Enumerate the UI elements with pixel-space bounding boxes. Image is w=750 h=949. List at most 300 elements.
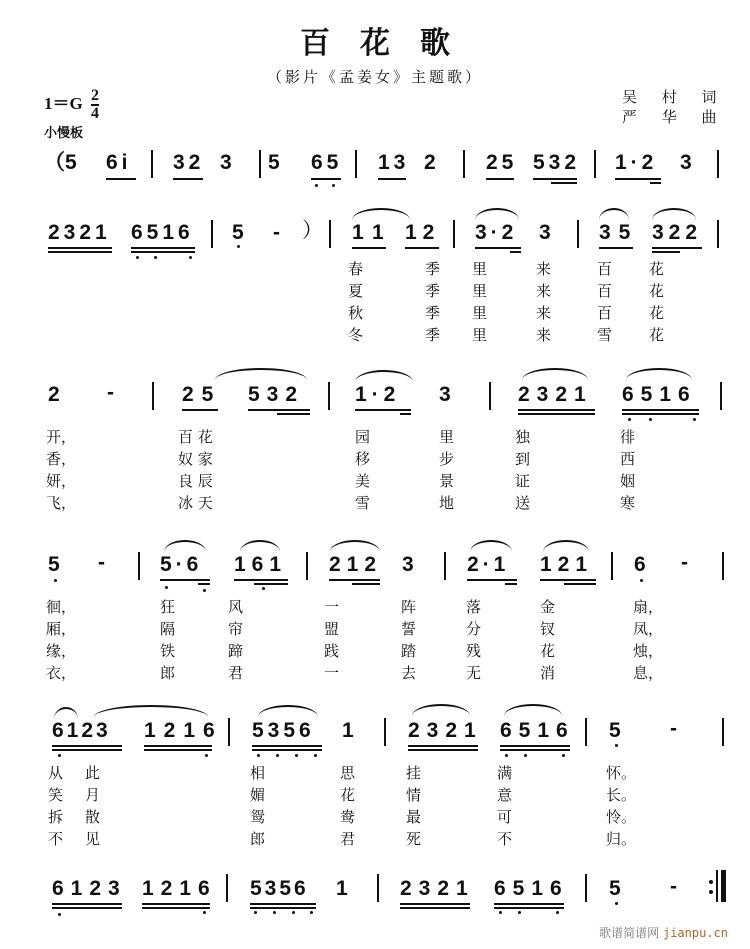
barline [228, 718, 230, 746]
slur [54, 707, 78, 719]
underline-double [52, 907, 122, 909]
barline [585, 874, 587, 902]
slur [543, 540, 589, 552]
low-octave-dot [165, 586, 168, 589]
lyric: 隔 [160, 620, 176, 638]
underline-double [551, 182, 577, 184]
underline [408, 745, 478, 747]
song-subtitle: （影片《孟姜女》主题歌） [266, 68, 483, 86]
lyric: 月 [85, 786, 101, 804]
underline [311, 178, 341, 180]
lyric: 季 [425, 260, 441, 278]
note: 5·6 [160, 553, 203, 576]
low-octave-dot [628, 418, 631, 421]
lyric: 雪 [355, 494, 371, 512]
lyric: 不 [497, 830, 513, 848]
lyric: 花 [649, 260, 665, 278]
lyric: 寒 [620, 494, 636, 512]
underline [355, 409, 411, 411]
song-title: 百花歌 [300, 26, 480, 61]
underline [400, 903, 470, 905]
lyric: 季 [425, 326, 441, 344]
dash: - [107, 381, 114, 404]
underline-double [505, 583, 517, 585]
barline [463, 150, 465, 178]
underline-double [650, 182, 661, 184]
barline [355, 150, 357, 178]
underline-double [144, 749, 212, 751]
lyric: 阵 [401, 598, 417, 616]
low-octave-dot [693, 418, 696, 421]
slur [352, 208, 410, 220]
low-octave-dot [524, 754, 527, 757]
low-octave-dot [154, 256, 157, 259]
low-octave-dot [262, 587, 265, 590]
note: 532 [533, 151, 581, 174]
low-octave-dot [295, 754, 298, 757]
note: 5356 [250, 877, 309, 900]
slur [626, 368, 692, 380]
lyric: 美 [355, 472, 371, 490]
low-octave-dot [58, 754, 61, 757]
slur [240, 540, 280, 552]
underline-double [52, 749, 122, 751]
lyric: 香， [46, 450, 77, 468]
note: 322 [652, 221, 703, 244]
lyric: 里 [439, 428, 455, 446]
underline [250, 903, 316, 905]
low-octave-dot [310, 911, 313, 914]
barline [585, 718, 587, 746]
lyric: 意 [497, 786, 513, 804]
barline [717, 150, 719, 178]
low-octave-dot [189, 256, 192, 259]
underline [160, 579, 210, 581]
note: 3 [539, 221, 551, 244]
barline [717, 220, 719, 248]
lyric: 残 [466, 642, 482, 660]
low-octave-dot [562, 754, 565, 757]
lyric: 里 [472, 326, 488, 344]
note: 5 [232, 221, 244, 244]
lyric: 景 [439, 472, 455, 490]
lyric: 风 [228, 598, 244, 616]
underline-double [500, 749, 570, 751]
underline-double [494, 907, 564, 909]
lyric: 散 [85, 808, 101, 826]
barline [611, 552, 613, 580]
lyric: 落 [466, 598, 482, 616]
underline-double [408, 749, 478, 751]
note: 2 [424, 151, 436, 174]
barline [722, 552, 724, 580]
slur [652, 208, 696, 220]
note: 1·2 [355, 383, 401, 406]
underline-double [254, 583, 288, 585]
low-octave-dot [54, 579, 57, 582]
lyric: 狂 [160, 598, 176, 616]
barline [377, 874, 379, 902]
lyric: 金 [540, 598, 556, 616]
note: 32 [173, 151, 205, 174]
underline [615, 178, 661, 180]
underline [48, 247, 112, 249]
lyric: 郎 [250, 830, 266, 848]
underline [182, 409, 218, 411]
underline [475, 247, 521, 249]
underline [599, 247, 633, 249]
repeat-dot [709, 890, 713, 894]
low-octave-dot [314, 754, 317, 757]
underline [533, 178, 577, 180]
slur [258, 705, 318, 717]
slur [522, 368, 588, 380]
note: 25 [182, 383, 222, 406]
barline [453, 220, 455, 248]
barline [329, 220, 331, 248]
lyric: 雪 [597, 326, 613, 344]
lyric: 缘， [46, 642, 77, 660]
barline [384, 718, 386, 746]
underline [378, 178, 406, 180]
underline-double [277, 413, 310, 415]
slur [504, 704, 562, 716]
lyric: 帘 [228, 620, 244, 638]
lyric: 誓 [401, 620, 417, 638]
note: 5 [48, 553, 60, 576]
watermark-cn: 歌谱简谱网 [599, 926, 660, 940]
note: 2321 [518, 383, 593, 406]
lyric: 归。 [606, 830, 637, 848]
slur [215, 368, 307, 380]
lyric: 衣， [46, 664, 77, 682]
note: 3 [439, 383, 451, 406]
barline [151, 150, 153, 178]
low-octave-dot [649, 418, 652, 421]
note: 1·2 [615, 151, 658, 174]
note: 1 [336, 877, 348, 900]
lyric: 百 [597, 260, 613, 278]
low-octave-dot [518, 911, 521, 914]
lyric: 不 [48, 830, 64, 848]
note: 65 [311, 151, 343, 174]
lyric: 地 [439, 494, 455, 512]
note: 6516 [500, 719, 575, 742]
lyric: 从 [48, 764, 64, 782]
underline-double [518, 413, 595, 415]
barline [577, 220, 579, 248]
lyric: 园 [355, 428, 371, 446]
note: 3 [220, 151, 232, 174]
underline [500, 745, 570, 747]
lyric: 相 [250, 764, 266, 782]
time-sig-top: 2 [90, 87, 99, 104]
underline-double [198, 583, 210, 585]
note: 3 [402, 553, 414, 576]
barline [594, 150, 596, 178]
note: 12 [405, 221, 441, 244]
lyric: 情 [406, 786, 422, 804]
thick-barline [721, 870, 726, 902]
lyric: 铁 [160, 642, 176, 660]
dash: - [98, 551, 105, 574]
note: 1 [372, 221, 384, 244]
note: （5 [44, 151, 77, 174]
lyric: 季 [425, 282, 441, 300]
lyric: 凤， [633, 620, 664, 638]
lyric: 徊， [46, 598, 77, 616]
note: 2·1 [467, 553, 510, 576]
underline [486, 178, 514, 180]
note: 532 [248, 383, 305, 406]
barline [152, 382, 154, 410]
lyric: 花 [649, 282, 665, 300]
underline [405, 247, 439, 249]
note: 1216 [142, 877, 217, 900]
lyric: 里 [472, 304, 488, 322]
lyric: 踏 [401, 642, 417, 660]
underline [518, 409, 595, 411]
lyric: 奴 家 [178, 450, 213, 468]
lyric: 花 [649, 304, 665, 322]
underline-double [352, 583, 380, 585]
lyric: 最 [406, 808, 422, 826]
underline [173, 178, 203, 180]
note: 2321 [400, 877, 475, 900]
underline-double [131, 251, 195, 253]
barline [226, 874, 228, 902]
low-octave-dot [205, 754, 208, 757]
underline [52, 745, 122, 747]
lyric: 秋 [348, 304, 364, 322]
note: 6i [106, 151, 132, 174]
note: 6123 [52, 719, 111, 742]
underline [144, 745, 212, 747]
underline [352, 247, 386, 249]
lyric: 可 [497, 808, 513, 826]
lyricist-credit: 吴 村 词 [622, 88, 727, 106]
slur [475, 208, 519, 220]
note: 5 [609, 877, 621, 900]
note: 3·2 [475, 221, 518, 244]
lyric: 徘 [620, 428, 636, 446]
note: 2 [48, 383, 60, 406]
lyric: 怀。 [606, 764, 637, 782]
lyric: 息， [633, 664, 664, 682]
note: 6123 [52, 877, 127, 900]
lyric: 拆 [48, 808, 64, 826]
underline [52, 903, 122, 905]
underline [234, 579, 288, 581]
lyric: 思 [340, 764, 356, 782]
lyric: 来 [536, 282, 552, 300]
repeat-end-sign [709, 870, 729, 902]
lyric: 独 [515, 428, 531, 446]
lyric: 百 花 [178, 428, 213, 446]
lyric: 分 [466, 620, 482, 638]
lyric: 钗 [540, 620, 556, 638]
underline-double [48, 251, 112, 253]
barline [328, 382, 330, 410]
note: 5 [609, 719, 621, 742]
lyric: 来 [536, 304, 552, 322]
note: 13 [378, 151, 410, 174]
lyric: 妍， [46, 472, 77, 490]
barline [720, 382, 722, 410]
low-octave-dot [276, 754, 279, 757]
lyric: 证 [515, 472, 531, 490]
key-signature [44, 88, 99, 122]
underline-double [510, 251, 521, 253]
note: 6 [634, 553, 646, 576]
lyric: 季 [425, 304, 441, 322]
lyric: 死 [406, 830, 422, 848]
note: 1216 [144, 719, 223, 742]
slur [470, 540, 512, 552]
lyric: 移 [355, 450, 371, 468]
lyric: 一 [324, 598, 340, 616]
lyric: 厢， [46, 620, 77, 638]
lyric: 践 [324, 642, 340, 660]
underline-double [652, 251, 680, 253]
lyric: 此 [85, 764, 101, 782]
underline [540, 579, 596, 581]
barline [444, 552, 446, 580]
slur [94, 705, 208, 717]
lyric: 盟 [324, 620, 340, 638]
underline-double [564, 583, 596, 585]
barline [138, 552, 140, 580]
underline [467, 579, 517, 581]
lyric: 见 [85, 830, 101, 848]
lyric: 长。 [606, 786, 637, 804]
underline [352, 579, 380, 581]
barline [306, 552, 308, 580]
lyric: 里 [472, 282, 488, 300]
barline [259, 150, 261, 178]
watermark [599, 924, 728, 941]
note: 5356 [252, 719, 315, 742]
slur [330, 540, 380, 552]
low-octave-dot [556, 911, 559, 914]
lyric: 百 [597, 304, 613, 322]
note: 6516 [131, 221, 194, 244]
low-octave-dot [203, 589, 206, 592]
note: 161 [234, 553, 288, 576]
lyric: 蹄 [228, 642, 244, 660]
low-octave-dot [136, 256, 139, 259]
underline-double [250, 907, 316, 909]
lyric: 怜。 [606, 808, 637, 826]
lyric: 一 [324, 664, 340, 682]
note: 3 [680, 151, 692, 174]
slur [412, 704, 470, 716]
underline-double [142, 907, 210, 909]
low-octave-dot [203, 911, 206, 914]
low-octave-dot [332, 184, 335, 187]
lyric: 鸯 [340, 808, 356, 826]
underline-double [400, 413, 411, 415]
note: 212 [329, 553, 383, 576]
note: 2321 [408, 719, 483, 742]
thin-barline [716, 870, 718, 902]
barline [211, 220, 213, 248]
low-octave-dot [615, 744, 618, 747]
underline [131, 247, 195, 249]
lyric: 来 [536, 326, 552, 344]
note: 25 [486, 151, 518, 174]
lyric: 夏 [348, 282, 364, 300]
lyric: 冬 [348, 326, 364, 344]
lyric: 春 [348, 260, 364, 278]
low-octave-dot [640, 579, 643, 582]
slur [355, 370, 413, 382]
lyric: 满 [497, 764, 513, 782]
underline [622, 409, 699, 411]
lyric: 百 [597, 282, 613, 300]
lyric: 君 [228, 664, 244, 682]
low-octave-dot [58, 913, 61, 916]
lyric: 无 [466, 664, 482, 682]
lyric: 烛， [633, 642, 664, 660]
dash: - [670, 875, 677, 898]
low-octave-dot [257, 754, 260, 757]
slur [599, 208, 629, 220]
note: 1 [352, 221, 364, 244]
time-sig-bottom: 4 [90, 105, 99, 122]
repeat-dot [709, 880, 713, 884]
lyric: 花 [540, 642, 556, 660]
lyric: 送 [515, 494, 531, 512]
lyric: 花 [340, 786, 356, 804]
key-label: 1＝G [44, 93, 83, 113]
lyric: 扇， [633, 598, 664, 616]
underline [142, 903, 210, 905]
lyric: 消 [540, 664, 556, 682]
barline [722, 718, 724, 746]
dash: - [670, 717, 677, 740]
note: 35 [599, 221, 639, 244]
lyric: 步 [439, 450, 455, 468]
low-octave-dot [505, 754, 508, 757]
low-octave-dot [254, 911, 257, 914]
lyric: 里 [472, 260, 488, 278]
note: 6516 [622, 383, 697, 406]
lyric: 郎 [160, 664, 176, 682]
low-octave-dot [315, 184, 318, 187]
underline [652, 247, 702, 249]
dash: - [681, 551, 688, 574]
close-paren: ） [302, 219, 323, 242]
underline [106, 178, 136, 180]
lyric: 媚 [250, 786, 266, 804]
lyric: 去 [401, 664, 417, 682]
underline-double [252, 749, 322, 751]
lyric: 良 辰 [178, 472, 213, 490]
underline [248, 409, 310, 411]
note: 5 [268, 151, 280, 174]
low-octave-dot [237, 245, 240, 248]
lyric: 花 [649, 326, 665, 344]
underline-double [400, 907, 470, 909]
underline [252, 745, 322, 747]
lyric: 开， [46, 428, 77, 446]
dash: - [273, 221, 280, 244]
low-octave-dot [615, 902, 618, 905]
composer-credit: 严 华 曲 [622, 108, 727, 126]
time-signature [91, 88, 99, 122]
lyric: 飞， [46, 494, 77, 512]
